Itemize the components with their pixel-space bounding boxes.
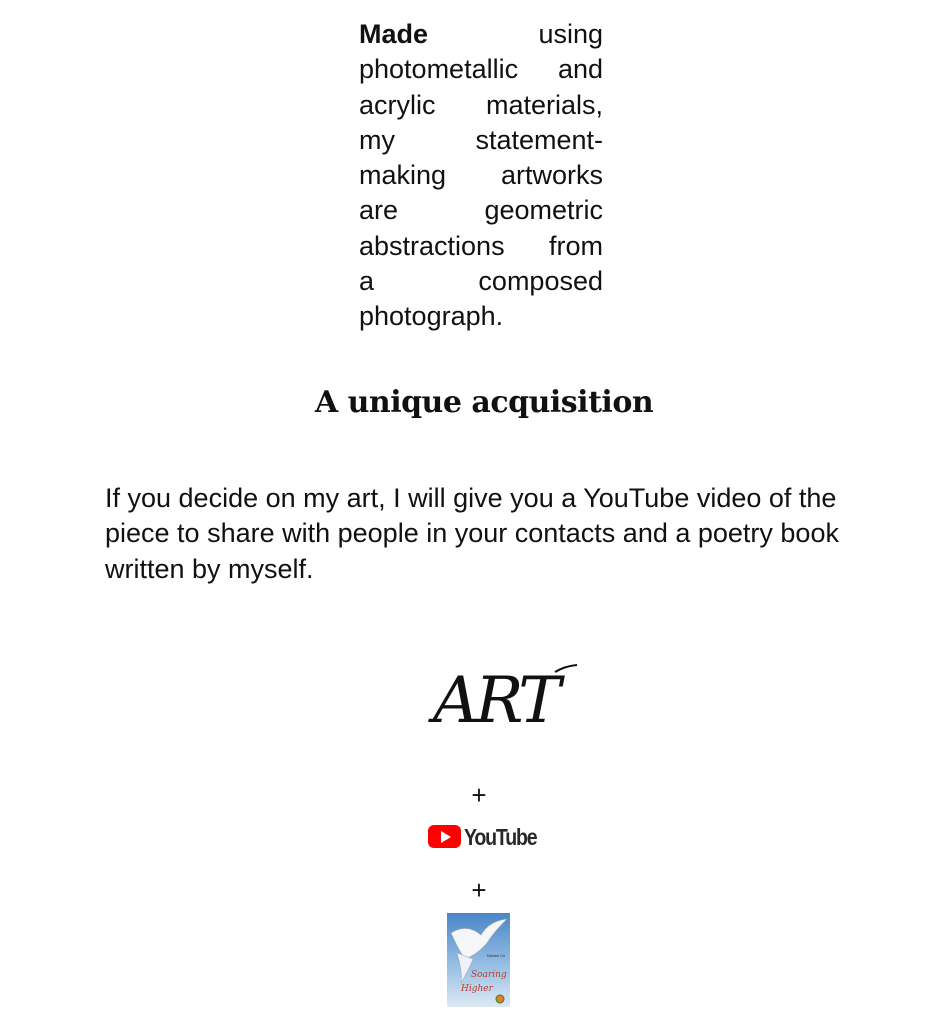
- youtube-logo: [428, 823, 537, 851]
- offer-paragraph: If you decide on my art, I will give you a YouTube video of the piece to share with people in your contacts and a poetry book written by myself.: [105, 483, 839, 584]
- art-logo-text: ART: [433, 664, 557, 738]
- youtube-wordmark: YouTube: [464, 824, 537, 850]
- statement-line-1: [359, 17, 603, 52]
- book-title-line2: Higher: [461, 984, 493, 994]
- artist-statement: [359, 17, 603, 335]
- statement-line: are geometric: [359, 195, 603, 226]
- statement-bold-word: Made: [359, 19, 429, 49]
- statement-first-line-rest: using: [538, 19, 603, 49]
- art-script-logo: [405, 660, 585, 740]
- book-title-line1: Soaring: [471, 970, 507, 980]
- plus-sign: +: [471, 780, 487, 810]
- statement-line: my statement-: [359, 124, 603, 155]
- youtube-play-icon: [428, 825, 461, 848]
- statement-line: photometallic and: [359, 54, 603, 85]
- statement-line: making artworks: [359, 160, 603, 191]
- statement-line: acrylic materials,: [359, 89, 603, 120]
- poetry-book-cover: [447, 913, 510, 1007]
- statement-line: abstractions from: [359, 230, 603, 261]
- plus-sign: +: [471, 875, 487, 905]
- statement-line: photograph.: [359, 301, 504, 332]
- book-author: Michael Orr: [487, 954, 506, 958]
- section-heading: A unique acquisition: [314, 385, 654, 420]
- statement-line: a composed: [359, 266, 603, 297]
- publisher-badge-icon: [496, 995, 504, 1003]
